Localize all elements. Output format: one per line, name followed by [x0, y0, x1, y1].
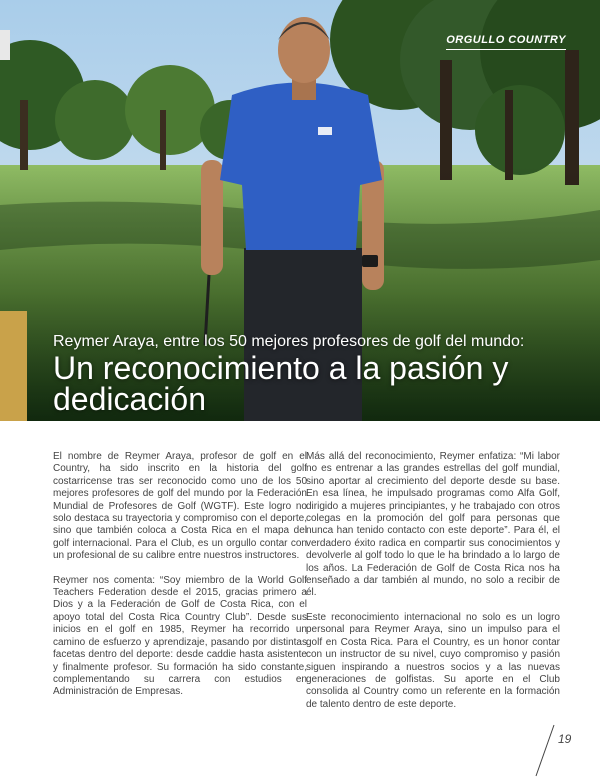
paragraph: Más allá del reconocimiento, Reymer enfatiza: “Mi labor no es entrenar a las grandes estrellas del golf mundial, sino aportar al crecimiento del deporte desde su base. En esa línea, he impulsado programas como Alfa Golf, dirigido a mujeres principiantes, y he trabajado con otros colegas en la promoción del golf para personas que nunca han tenido contacto con este deporte”. Para él, el verdadero éxito radica en compartir sus conocimientos y devolverle al golf todo lo que le ha brindado a lo largo de los años. La Federación de Golf de Costa Rica nos ha enseñado a dar también al mundo, no solo a recibir de él.: [306, 451, 560, 599]
section-label: ORGULLO COUNTRY: [446, 34, 566, 46]
text-column-right: [306, 451, 560, 723]
article-subtitle: Reymer Araya, entre los 50 mejores profesores de golf del mundo:: [53, 333, 525, 350]
section-underline: [446, 49, 566, 50]
text-column-left: [53, 451, 307, 711]
accent-bar: [0, 311, 27, 421]
paragraph: El nombre de Reymer Araya, profesor de golf en el Country, ha sido inscrito en la historia del golf costarricense tras ser reconocido como uno de los 50 mejores profesores de golf del mundo por la Federación Mundial de Profesores de Golf (WGTF). Este logro no solo destaca su trayectoria y compromiso con el deporte, sino que también coloca a Costa Rica en el mapa del golf internacional. Para el Club, es un orgullo contar con un profesional de su calibre entre nuestros instructores.: [53, 451, 307, 562]
page-number-divider: [534, 724, 556, 777]
paragraph: Este reconocimiento internacional no solo es un logro personal para Reymer Araya, sino un impulso para el golf en Costa Rica. Para el Country, es un honor contar con un instructor de su nivel, cuyo compromiso y pasión siguen inspirando a nuestros socios y a las nuevas generaciones de golfistas. Su aporte en el Club consolida al Country como un referente en la formación de talento dentro de este deporte.: [306, 611, 560, 710]
paragraph: Reymer nos comenta: “Soy miembro de la World Golf Teachers Federation desde el 2015, gracias primero a Dios y a la Federación de Golf de Costa Rica, con el apoyo total del Costa Rica Country Club”. Desde sus inicios en el golf en 1985, Reymer ha recorrido un camino de esfuerzo y aprendizaje, pasando por distintas facetas dentro del deporte: desde caddie hasta asistente y finalmente profesor. Su formación ha sido constante, complementando su carrera con estudios en Administración de Empresas.: [53, 574, 307, 698]
article-title: Un reconocimiento a la pasión y dedicación: [53, 350, 509, 417]
page-number: 19: [558, 732, 572, 746]
